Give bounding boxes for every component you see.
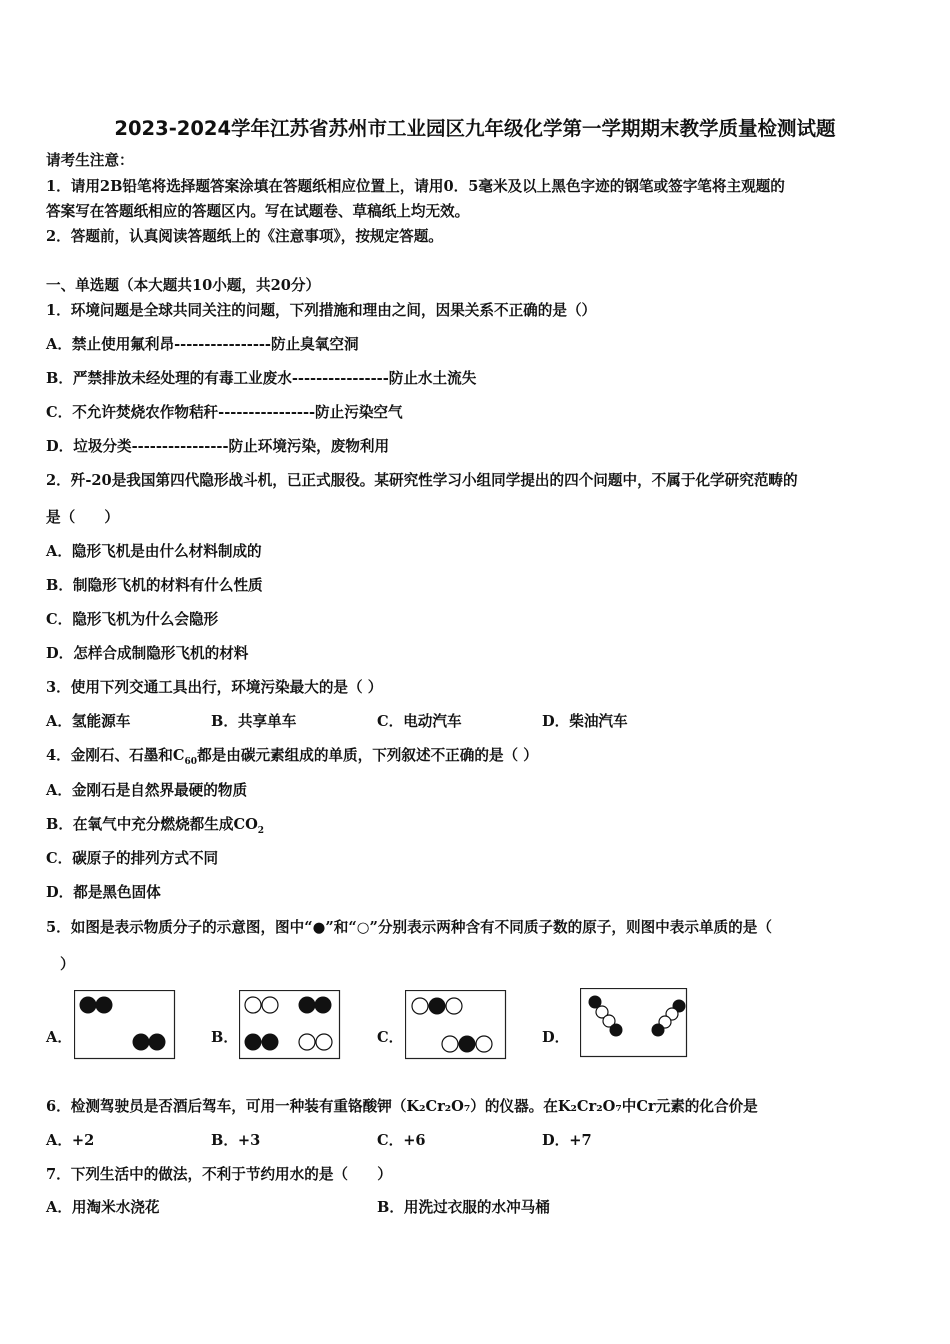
q4-option-b xyxy=(46,815,264,841)
q5-option-b-label: B． xyxy=(211,1029,238,1046)
q4-option-a: A．金刚石是自然界最硬的物质 xyxy=(46,782,248,799)
q4-option-b-subscript: 2 xyxy=(257,825,265,836)
q3-stem: 3．使用下列交通工具出行，环境污染最大的是（ ） xyxy=(46,679,383,696)
notice-line-2: 答案写在答题纸相应的答题区内。写在试题卷、草稿纸上均无效。 xyxy=(46,203,470,220)
q4-stem xyxy=(46,746,538,772)
q1-option-b: B．严禁排放未经处理的有毒工业废水----------------防止水土流失 xyxy=(46,370,477,387)
q1-stem: 1．环境问题是全球共同关注的问题，下列措施和理由之间，因果关系不正确的是（） xyxy=(46,302,597,319)
q2-stem-line-2: 是（ ） xyxy=(46,509,119,526)
q2-option-b: B．制隐形飞机的材料有什么性质 xyxy=(46,577,263,594)
q1-option-a: A．禁止使用氟利昂----------------防止臭氧空洞 xyxy=(46,336,359,353)
q5-option-c-label: C． xyxy=(377,1029,404,1046)
q4-option-b-text: B．在氧气中充分燃烧都生成CO xyxy=(46,816,258,833)
q2-option-c: C．隐形飞机为什么会隐形 xyxy=(46,611,219,628)
q7-stem: 7．下列生活中的做法，不利于节约用水的是（ ） xyxy=(46,1166,392,1183)
q4-stem-subscript: 60 xyxy=(184,756,198,767)
q3-option-d: D．柴油汽车 xyxy=(542,713,628,730)
q6-option-c: C．+6 xyxy=(377,1132,426,1149)
q5-option-d-label: D． xyxy=(542,1029,570,1046)
q6-option-a: A．+2 xyxy=(46,1132,95,1149)
q1-option-d: D．垃圾分类----------------防止环境污染，废物利用 xyxy=(46,438,390,455)
q4-option-d: D．都是黑色固体 xyxy=(46,884,161,901)
notice-heading: 请考生注意： xyxy=(46,152,134,169)
q2-option-a: A．隐形飞机是由什么材料制成的 xyxy=(46,543,262,560)
q2-option-d: D．怎样合成制隐形飞机的材料 xyxy=(46,645,249,662)
q6-option-b: B．+3 xyxy=(211,1132,261,1149)
notice-line-3: 2．答题前，认真阅读答题纸上的《注意事项》，按规定答题。 xyxy=(46,228,443,245)
q3-option-c: C．电动汽车 xyxy=(377,713,462,730)
section-heading: 一、单选题（本大题共10小题，共20分） xyxy=(46,277,321,294)
q7-option-b: B．用洗过衣服的水冲马桶 xyxy=(377,1199,550,1216)
q4-stem-post: 都是由碳元素组成的单质，下列叙述不正确的是（ ） xyxy=(197,747,538,764)
q5-figure-d xyxy=(580,988,688,1058)
page-title: 2023-2024学年江苏省苏州市工业园区九年级化学第一学期期末教学质量检测试题 xyxy=(114,117,836,140)
q5-figure-a xyxy=(74,990,176,1060)
q3-option-a: A．氢能源车 xyxy=(46,713,131,730)
q6-option-d: D．+7 xyxy=(542,1132,592,1149)
notice-line-1: 1．请用2B铅笔将选择题答案涂填在答题纸相应位置上，请用0．5毫米及以上黑色字迹的钢笔或签字笔将主观题的 xyxy=(46,178,785,195)
q5-stem-line-1: 5．如图是表示物质分子的示意图，图中“●”和“○”分别表示两种含有不同质子数的原子，则图中表示单质的是（ xyxy=(46,919,772,936)
q7-option-a: A．用淘米水浇花 xyxy=(46,1199,160,1216)
q5-figure-c xyxy=(405,990,507,1060)
q6-stem: 6．检测驾驶员是否酒后驾车，可用一种装有重铬酸钾（K₂Cr₂O₇）的仪器。在K₂Cr₂O₇中Cr元素的化合价是 xyxy=(46,1098,758,1115)
q1-option-c: C．不允许焚烧农作物秸秆----------------防止污染空气 xyxy=(46,404,403,421)
q2-stem-line-1: 2．歼-20是我国第四代隐形战斗机，已正式服役。某研究性学习小组同学提出的四个问题中，不属于化学研究范畴的 xyxy=(46,472,798,489)
q5-stem-line-2: ） xyxy=(60,956,75,973)
q3-option-b: B．共享单车 xyxy=(211,713,297,730)
q5-figure-b xyxy=(239,990,341,1060)
q5-option-a-label: A． xyxy=(46,1029,72,1046)
q4-option-c: C．碳原子的排列方式不同 xyxy=(46,850,219,867)
q4-stem-pre: 4．金刚石、石墨和C xyxy=(46,747,185,764)
